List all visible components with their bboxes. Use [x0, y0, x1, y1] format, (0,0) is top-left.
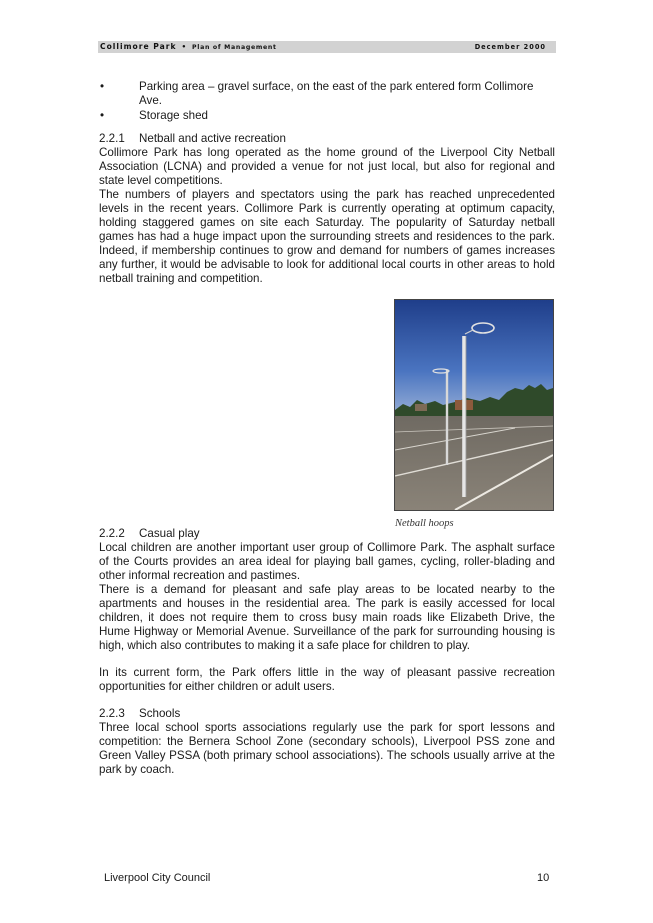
paragraph: There is a demand for pleasant and safe play areas to be located nearby to the apartments and houses in the residential area. The park is easily accessed for local children, it does not require them to cross busy main roads like Elizabeth Drive, the Hume Highway or Memorial Avenue. Surveillance of the park for surrounding housing is high, which also contributes to making it a safe place for children to play. [99, 583, 555, 652]
bullet-symbol: • [100, 109, 105, 122]
page-header [98, 41, 556, 53]
bullet-text: Parking area – gravel surface, on the east of the park entered form Collimore Ave. [139, 80, 534, 107]
paragraph: Local children are another important user group of Collimore Park. The asphalt surface of the Courts provides an area ideal for playing ball games, cycling, roller-blading and other informal recreation and pastimes. [99, 541, 555, 582]
header-bullet: • [181, 43, 188, 51]
section-title: Casual play [139, 527, 200, 540]
header-plan-label: Plan of Management [192, 44, 277, 51]
bullet-text: Storage shed [139, 109, 208, 122]
page-number: 10 [537, 872, 550, 884]
footer-organisation: Liverpool City Council [104, 872, 211, 884]
figure-netball-hoops [394, 299, 554, 531]
section-heading-schools [99, 707, 555, 721]
bullet-symbol: • [100, 80, 105, 93]
section-title: Netball and active recreation [139, 132, 286, 145]
netball-hoops-photo [394, 299, 554, 511]
paragraph-gap [99, 653, 555, 666]
section-number: 2.2.1 [99, 132, 125, 145]
paragraph: Three local school sports associations regularly use the park for sport lessons and competition: the Bernera School Zone (secondary schools), Liverpool PSS zone and Green Valley PSSA (both primary school associations). The schools usually arrive at the park by coach. [99, 721, 555, 776]
bullet-item [99, 80, 555, 108]
bullet-item [99, 109, 555, 123]
section-heading-netball [99, 132, 555, 146]
section-title: Schools [139, 707, 181, 720]
section-number: 2.2.2 [99, 527, 125, 540]
section-number: 2.2.3 [99, 707, 125, 720]
header-park-name: Collimore Park [100, 42, 177, 51]
paragraph: The numbers of players and spectators using the park has reached unprecedented levels in the recent years. Collimore Park is currently operating at optimum capacity, holding staggered games on site each Saturday. The popularity of Saturday netball games has had a huge impact upon the surrounding streets and residences to the park. Indeed, if membership continues to grow and demand for numbers of games increases any further, it would be advisable to look for additional local courts in other areas to hold netball training and competition. [99, 188, 555, 285]
paragraph: Collimore Park has long operated as the home ground of the Liverpool City Netball Association (LCNA) and provided a venue for not just local, but also for regional and state level competitions. [99, 146, 555, 187]
paragraph: In its current form, the Park offers little in the way of pleasant passive recreation opportunities for either children or adult users. [99, 666, 555, 693]
figure-caption: Netball hoops [395, 518, 454, 529]
header-date: December 2000 [474, 43, 546, 51]
header-title [100, 41, 277, 54]
